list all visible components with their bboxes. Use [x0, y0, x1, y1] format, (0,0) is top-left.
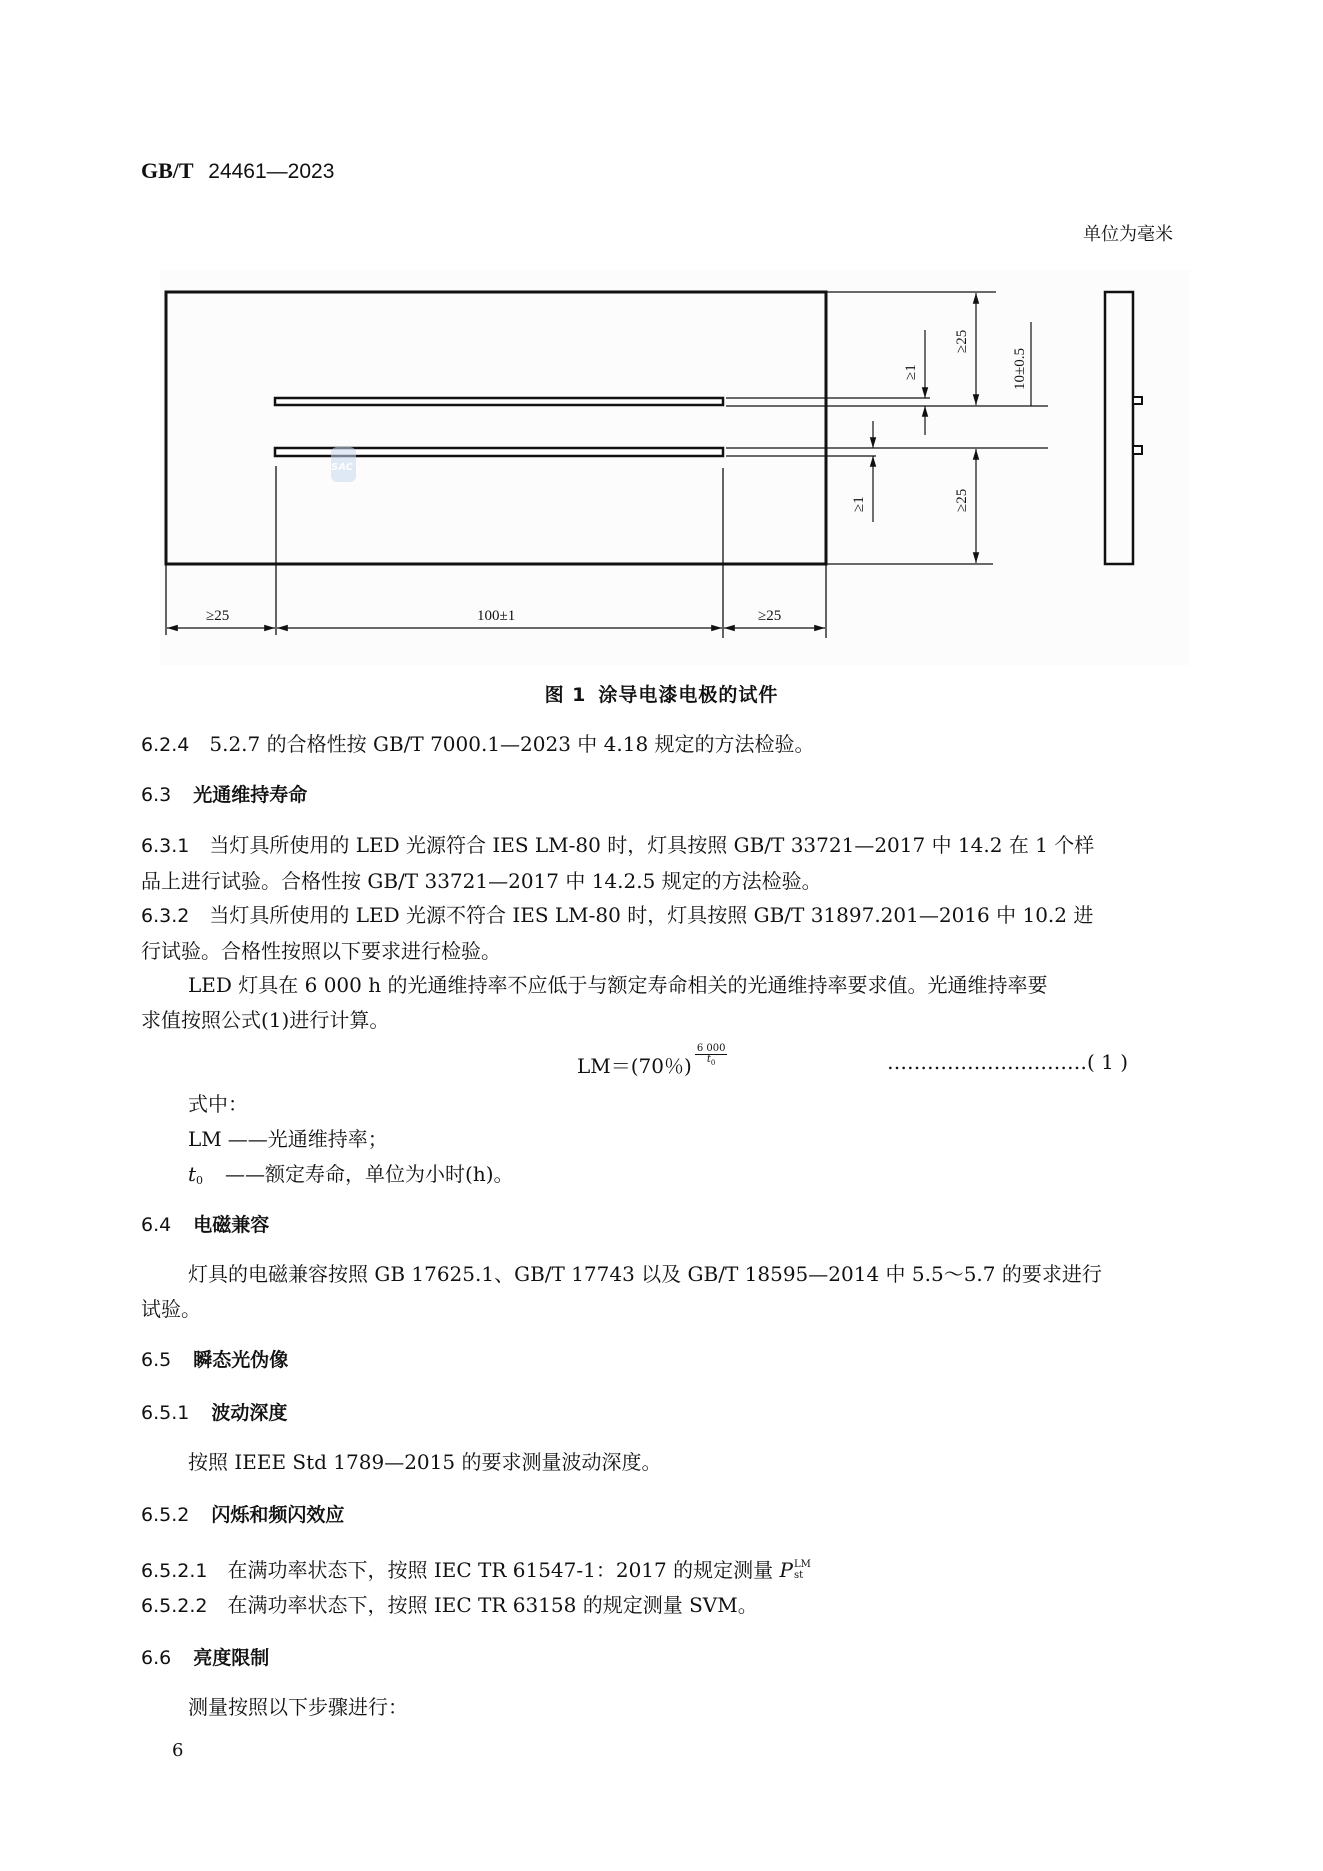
dim-label-right: ≥25 — [758, 608, 782, 624]
exponent-denominator-subscript: 0 — [710, 1059, 716, 1067]
clause-text-line-1: 当灯具所使用的 LED 光源不符合 IES LM-80 时，灯具按照 GB/T 31897.201—2016 中 10.2 进 — [209, 903, 1094, 927]
clause-number: 6.3.1 — [141, 835, 190, 857]
paragraph-lumen-maintenance — [141, 968, 1181, 1038]
clause-text: 在满功率状态下，按照 IEC TR 63158 的规定测量 SVM。 — [227, 1593, 758, 1617]
standard-header — [141, 158, 334, 184]
formula-leader-dots: ………………………… — [887, 1050, 1087, 1074]
formula-lhs: LM＝(70％) — [577, 1054, 692, 1078]
symbol-p-scripts — [794, 1559, 811, 1581]
clause-number: 6.2.4 — [141, 734, 190, 756]
electrode-strip-upper — [275, 398, 723, 405]
section-title: 瞬态光伪像 — [193, 1349, 289, 1371]
symbol-t0-subscript: 0 — [196, 1174, 204, 1187]
clause-text-line-1: 当灯具所使用的 LED 光源符合 IES LM-80 时，灯具按照 GB/T 33721—2017 中 14.2 在 1 个样 — [209, 833, 1095, 857]
symbol-p: P — [779, 1558, 793, 1582]
section-number: 6.5.2 — [141, 1504, 190, 1526]
dim-label-middle: 100±1 — [477, 608, 516, 624]
formula-number: ( 1 ) — [1087, 1050, 1129, 1074]
paragraph-luminance-steps: 测量按照以下步骤进行： — [188, 1695, 408, 1719]
specimen-plate — [166, 292, 826, 564]
section-title: 闪烁和频闪效应 — [211, 1504, 345, 1526]
section-number: 6.4 — [141, 1214, 172, 1236]
sac-watermark-logo — [331, 447, 356, 482]
section-number: 6.6 — [141, 1647, 172, 1669]
clause-text-line-2: 品上进行试验。合格性按 GB/T 33721—2017 中 14.2.5 规定的方法检验。 — [141, 869, 822, 893]
paragraph-modulation-depth: 按照 IEEE Std 1789—2015 的要求测量波动深度。 — [188, 1450, 662, 1474]
dim-label-spacing: 10±0.5 — [1012, 348, 1028, 390]
symbol-p-subscript: st — [793, 1569, 804, 1581]
clause-text-line-2: 行试验。合格性按照以下要求进行检验。 — [141, 939, 501, 963]
standard-number: 24461—2023 — [208, 160, 335, 183]
exponent-denominator: t — [706, 1054, 711, 1065]
section-title: 光通维持寿命 — [193, 784, 308, 806]
standard-prefix: GB/T — [141, 158, 194, 183]
paragraph-line-1: LED 灯具在 6 000 h 的光通维持率不应低于与额定寿命相关的光通维持率要求值。光通维持率要 — [188, 973, 1048, 997]
figure-1-drawing — [160, 270, 1190, 665]
unit-note: 单位为毫米 — [1083, 224, 1173, 245]
clause-number: 6.5.2.1 — [141, 1560, 208, 1582]
where-intro: 式中： — [188, 1092, 248, 1116]
clause-6-5-2-1 — [141, 1553, 811, 1589]
svg-text:SAC: SAC — [331, 462, 353, 473]
clause-6-2-4 — [141, 727, 815, 763]
dim-label-left: ≥25 — [206, 608, 230, 624]
symbol-p-superscript: LM — [793, 1558, 811, 1570]
clause-number: 6.5.2.2 — [141, 1595, 208, 1617]
paragraph-line-1: 灯具的电磁兼容按照 GB 17625.1、GB/T 17743 以及 GB/T 18595—2014 中 5.5～5.7 的要求进行 — [188, 1262, 1102, 1286]
section-title: 亮度限制 — [193, 1647, 270, 1669]
symbol-lm: LM — [188, 1127, 222, 1151]
clause-6-3-2 — [141, 898, 1181, 969]
figure-title: 涂导电漆电极的试件 — [598, 684, 779, 706]
section-number: 6.5.1 — [141, 1402, 190, 1424]
dim-label-gap-lower: ≥1 — [851, 496, 867, 512]
paragraph-line-2: 求值按照公式(1)进行计算。 — [141, 1008, 390, 1032]
section-number: 6.5 — [141, 1349, 172, 1371]
where-item-t0 — [188, 1158, 514, 1187]
section-title: 波动深度 — [211, 1402, 288, 1424]
page-number: 6 — [172, 1740, 184, 1761]
clause-number: 6.3.2 — [141, 905, 190, 927]
clause-6-5-2-2 — [141, 1588, 758, 1624]
clause-text: 在满功率状态下，按照 IEC TR 61547-1：2017 的规定测量 — [227, 1558, 780, 1582]
exponent-numerator: 6 000 — [696, 1043, 726, 1054]
paragraph-line-2: 试验。 — [141, 1297, 201, 1321]
dim-label-gap-upper: ≥1 — [903, 364, 919, 380]
clause-text: 5.2.7 的合格性按 GB/T 7000.1—2023 中 4.18 规定的方法检验。 — [209, 732, 815, 756]
dim-label-bottom-right: ≥25 — [954, 488, 970, 512]
formula-1 — [577, 1043, 727, 1079]
definition-t0: ——额定寿命，单位为小时(h)。 — [225, 1162, 514, 1186]
specimen-side-view — [1105, 292, 1133, 564]
electrode-side-upper — [1133, 397, 1142, 404]
section-title: 电磁兼容 — [193, 1214, 270, 1236]
formula-number-row — [887, 1050, 1128, 1074]
electrode-side-lower — [1133, 446, 1142, 454]
technical-drawing — [160, 270, 1190, 665]
section-heading-6-6 — [141, 1643, 269, 1670]
figure-number: 图 1 — [544, 684, 587, 706]
dim-label-top-right: ≥25 — [954, 329, 970, 353]
section-heading-6-4 — [141, 1210, 269, 1237]
section-heading-6-5 — [141, 1345, 288, 1372]
section-heading-6-5-1 — [141, 1398, 287, 1425]
section-number: 6.3 — [141, 784, 172, 806]
symbol-t0: t — [188, 1162, 197, 1186]
figure-caption — [0, 680, 1323, 707]
paragraph-emc — [141, 1257, 1181, 1327]
definition-lm: ——光通维持率； — [227, 1127, 388, 1151]
section-heading-6-3 — [141, 780, 307, 807]
section-heading-6-5-2 — [141, 1500, 344, 1527]
clause-6-3-1 — [141, 828, 1181, 899]
formula-exponent — [695, 1044, 728, 1068]
where-item-lm — [188, 1123, 388, 1152]
